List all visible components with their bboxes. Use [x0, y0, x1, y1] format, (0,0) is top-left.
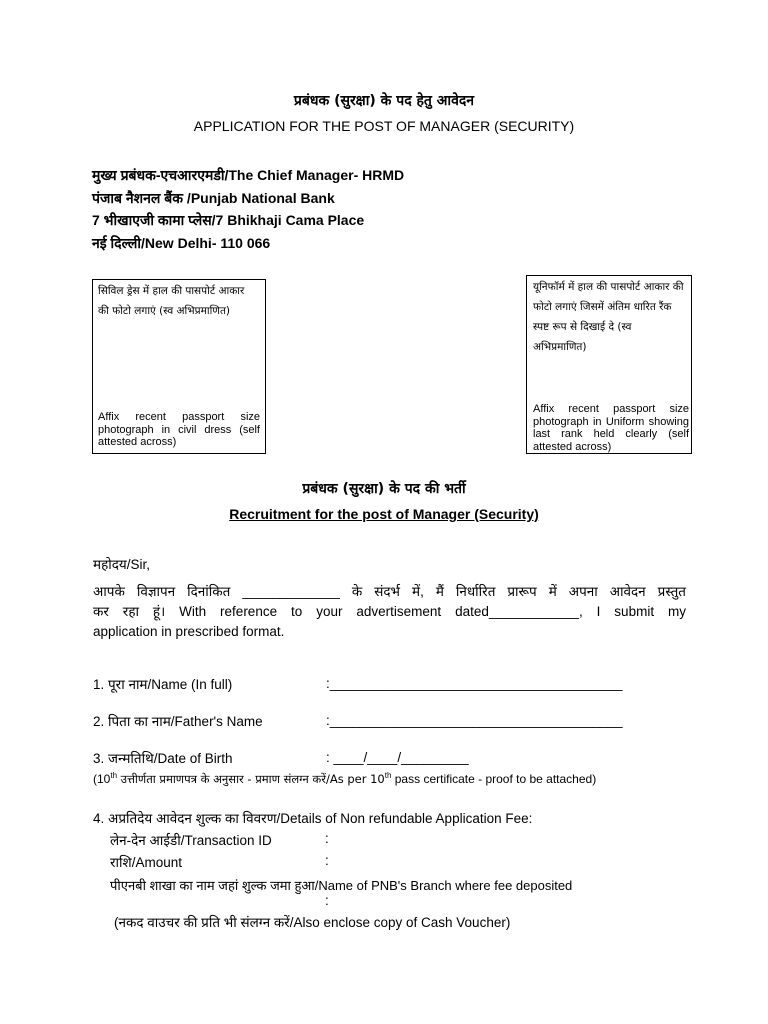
address-line-4: नई दिल्ली/New Delhi- 110 066	[92, 235, 271, 251]
intro-paragraph	[93, 582, 686, 642]
transaction-id-label: लेन-देन आईडी/Transaction ID	[110, 833, 272, 848]
dob-field[interactable]: : ____/____/_________	[326, 750, 469, 765]
title-hindi: प्रबंधक (सुरक्षा) के पद हेतु आवेदन	[293, 93, 475, 109]
intro-line-3: application in prescribed format.	[93, 624, 285, 639]
address-line-2: पंजाब नैशनल बैंक /Punjab National Bank	[92, 190, 335, 206]
photo-box-uniform-hindi: यूनिफॉर्म में हाल की पासपोर्ट आकार की फोटो लगाएं जिसमें अंतिम धारित रैंक स्पष्ट रूप से दिखाई दे (स्व अभिप्रमाणित)	[533, 281, 684, 353]
recruitment-heading-english: Recruitment for the post of Manager (Security)	[229, 506, 539, 522]
dob-note-sup-1: th	[110, 771, 118, 780]
photo-box-civil-hindi: सिविल ड्रेस में हाल की पासपोर्ट आकार की फोटो लगाएं (स्व अभिप्रमाणित)	[98, 285, 245, 317]
photo-box-civil	[92, 279, 266, 454]
photo-box-uniform	[526, 275, 692, 454]
amount-label: राशि/Amount	[110, 855, 182, 870]
name-field[interactable]: :_______________________________________	[326, 676, 623, 691]
amount-field[interactable]: :	[325, 853, 329, 868]
dob-note-pre: (10	[93, 772, 111, 786]
intro-line-1: आपके विज्ञापन दिनांकित _____________ के संदर्भ में, मैं निर्धारित प्रारूप में अपना आवेदन प्रस्तुत	[93, 584, 686, 599]
title-english: APPLICATION FOR THE POST OF MANAGER (SECURITY)	[193, 118, 575, 134]
recruitment-heading-hindi: प्रबंधक (सुरक्षा) के पद की भर्ती	[302, 481, 466, 497]
father-name-label: 2. पिता का नाम/Father's Name	[93, 714, 263, 729]
intro-line-2: कर रहा हूं। With reference to your advertisement dated____________, I submit my	[93, 604, 686, 619]
address-line-1: मुख्य प्रबंधक-एचआरएमडी/The Chief Manager- HRMD	[92, 167, 405, 183]
photo-box-civil-english: Affix recent passport size photograph in civil dress (self attested across)	[98, 411, 260, 448]
photo-box-uniform-english: Affix recent passport size photograph in Uniform showing last rank held clearly (self attested across)	[533, 403, 689, 453]
voucher-note: (नकद वाउचर की प्रति भी संलग्न करें/Also enclose copy of Cash Voucher)	[114, 915, 511, 930]
dob-label: 3. जन्मतिथि/Date of Birth	[93, 751, 233, 766]
dob-note-post: pass certificate - proof to be attached)	[391, 772, 597, 786]
name-label: 1. पूरा नाम/Name (In full)	[93, 677, 233, 692]
branch-label: पीएनबी शाखा का नाम जहां शुल्क जमा हुआ/Name of PNB's Branch where fee deposited	[110, 878, 573, 893]
transaction-id-field[interactable]: :	[325, 831, 329, 846]
address-line-3: 7 भीखाएजी कामा प्लेस/7 Bhikhaji Cama Place	[92, 212, 365, 228]
fee-heading: 4. अप्रतिदेय आवेदन शुल्क का विवरण/Details of Non refundable Application Fee:	[93, 811, 533, 826]
dob-note-sup-2: th	[384, 771, 392, 780]
dob-note-mid: उत्तीर्णता प्रमाणपत्र के अनुसार - प्रमाण संलग्न करें/As per 10	[117, 772, 385, 786]
dob-note	[93, 772, 596, 787]
branch-field[interactable]: :	[325, 893, 329, 908]
salutation: महोदय/Sir,	[93, 557, 150, 572]
father-name-field[interactable]: :_______________________________________	[326, 713, 623, 728]
